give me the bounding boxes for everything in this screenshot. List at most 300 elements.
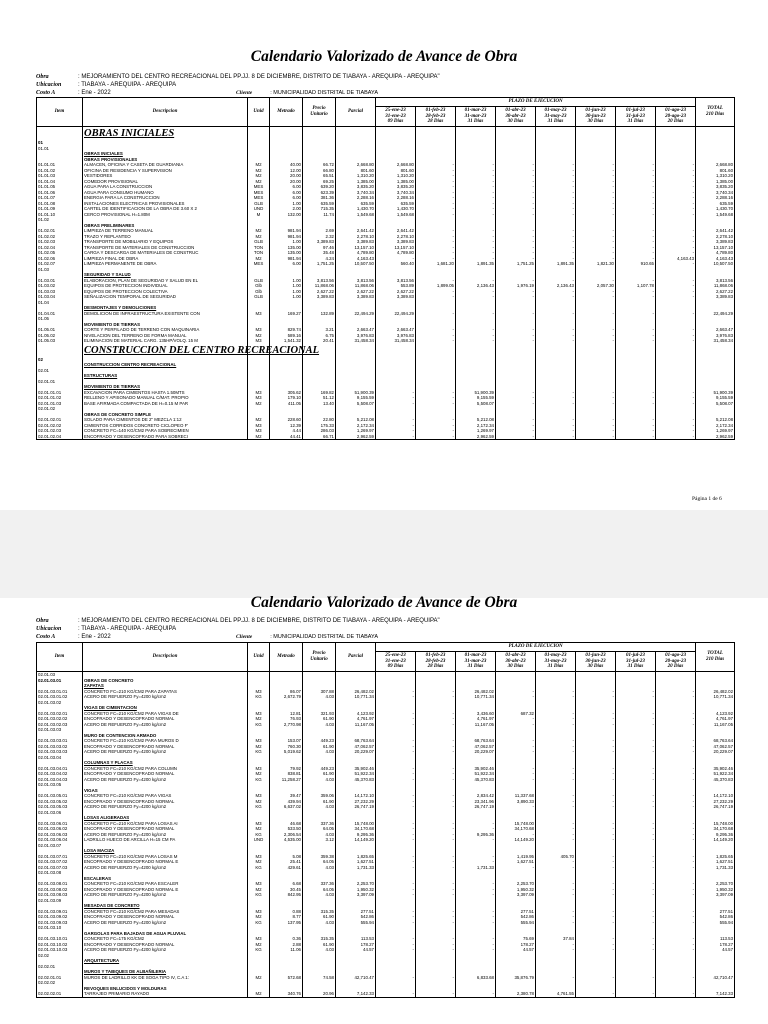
parcial-cell: 801.60 xyxy=(336,168,376,174)
period-cell: - xyxy=(416,294,456,300)
metrado-cell: 760.30 xyxy=(270,744,303,750)
period-cell: - xyxy=(416,327,456,333)
period-cell: - xyxy=(616,799,656,805)
metrado-cell: 411.05 xyxy=(270,401,303,407)
precio-cell: 359.06 xyxy=(303,793,336,799)
unit-cell: M2 xyxy=(248,434,270,440)
period-cell: - xyxy=(536,942,576,948)
period-cell: 1,627.51 xyxy=(496,859,536,865)
period-cell: - xyxy=(616,942,656,948)
precio-cell: 64.05 xyxy=(303,859,336,865)
period-cell: - xyxy=(656,799,696,805)
unit-cell: GLB xyxy=(248,239,270,245)
period-cell: - xyxy=(616,201,656,207)
description-cell: ACERO DE REFUERZO Fy=4200 kg/cm2 xyxy=(83,865,248,871)
period-cell: 910.65 xyxy=(616,261,656,267)
period-cell: 51,900.39 xyxy=(456,390,496,396)
period-cell: - xyxy=(616,936,656,942)
period-cell: - xyxy=(536,766,576,772)
item-cell: 02.01.03.05.01 xyxy=(37,793,83,799)
period-cell: 1,549.68 xyxy=(376,212,416,218)
unit-cell: KG xyxy=(248,749,270,755)
table-row xyxy=(37,344,735,357)
period-cell: - xyxy=(456,245,496,251)
period-cell: - xyxy=(576,947,616,953)
total-cell: 42,710.47 xyxy=(696,975,735,981)
period-cell: - xyxy=(656,195,696,201)
total-cell: 45,370.83 xyxy=(696,777,735,783)
metrado-cell: 305.62 xyxy=(270,390,303,396)
period-cell: - xyxy=(456,338,496,344)
period-cell: - xyxy=(416,190,456,196)
period-cell: - xyxy=(616,722,656,728)
total-cell: 178.27 xyxy=(696,942,735,948)
period-cell: - xyxy=(576,327,616,333)
period-cell: - xyxy=(536,777,576,783)
parcial-cell: 3,397.09 xyxy=(336,892,376,898)
precio-cell: 635.59 xyxy=(303,201,336,207)
period-header xyxy=(536,652,576,672)
period-cell: 3,835.20 xyxy=(376,184,416,190)
total-cell: 801.60 xyxy=(696,168,735,174)
period-cell: 3,397.09 xyxy=(496,892,536,898)
period-cell: - xyxy=(576,881,616,887)
period-header-line: 01-abr-23 xyxy=(505,653,526,659)
description-cell: MUROS DE LADRILLO KK DE SOGA TIPO IV, C.A 1: xyxy=(83,975,248,981)
description-cell: OBRAS DE CONCRETO SIMPLE xyxy=(83,412,248,418)
unit-cell: UND xyxy=(248,206,270,212)
metrado-cell: 79.92 xyxy=(270,766,303,772)
metrado-cell: 86.07 xyxy=(270,689,303,695)
period-cell: - xyxy=(376,766,416,772)
period-cell: - xyxy=(496,201,536,207)
total-header xyxy=(696,643,735,672)
period-cell: - xyxy=(656,909,696,915)
period-cell: - xyxy=(496,395,536,401)
precio-cell: 315.35 xyxy=(303,909,336,915)
period-cell xyxy=(456,344,496,357)
period-cell: 1,899.05 xyxy=(416,283,456,289)
item-cell: 01.02.01 xyxy=(37,228,83,234)
period-cell: - xyxy=(616,749,656,755)
parcial-cell: 2,288.16 xyxy=(336,195,376,201)
period-cell: - xyxy=(536,256,576,262)
description-cell: ENCOFRADO Y DESENCOFRADO NORMAL xyxy=(83,716,248,722)
period-header-line: 28 Dias xyxy=(427,119,444,125)
period-cell: 44.57 xyxy=(496,947,536,953)
period-cell: - xyxy=(576,428,616,434)
item-cell: 02.01.02.04 xyxy=(37,434,83,440)
item-cell: 01.04 xyxy=(37,300,83,306)
metrado-cell: 135.00 xyxy=(270,245,303,251)
total-cell: 2,668.80 xyxy=(696,162,735,168)
period-cell: - xyxy=(616,311,656,317)
period-cell: - xyxy=(456,991,496,997)
metrado-cell: 439.94 xyxy=(270,799,303,805)
unit-cell: TON xyxy=(248,245,270,251)
parcial-cell: 1,269.97 xyxy=(336,428,376,434)
period-cell: 2,627.22 xyxy=(376,289,416,295)
description-cell: AGUA PARA CONSUMO HUMANO xyxy=(83,190,248,196)
period-header xyxy=(616,107,656,127)
parcial-cell: 15,748.00 xyxy=(336,821,376,827)
period-cell: - xyxy=(576,173,616,179)
metrado-cell: 30.45 xyxy=(270,887,303,893)
period-cell: - xyxy=(456,947,496,953)
parcial-cell: 4,761.97 xyxy=(336,716,376,722)
period-cell: 1,751.25 xyxy=(496,261,536,267)
period-cell: - xyxy=(616,991,656,997)
period-cell: - xyxy=(576,190,616,196)
metrado-cell: 1.00 xyxy=(270,239,303,245)
period-cell xyxy=(576,127,616,141)
precio-cell: 132.89 xyxy=(303,311,336,317)
period-cell: - xyxy=(656,228,696,234)
total-cell xyxy=(696,127,735,141)
description-cell: CARTEL DE IDENTIFICACION DE LA OBRA DE 3.60 X 2 xyxy=(83,206,248,212)
period-header xyxy=(616,652,656,672)
total-cell: 2,627.22 xyxy=(696,289,735,295)
parcial-cell xyxy=(336,344,376,357)
parcial-cell: 3,976.83 xyxy=(336,333,376,339)
period-cell: - xyxy=(496,694,536,700)
item-cell: 01.05.02 xyxy=(37,333,83,339)
period-cell: - xyxy=(496,212,536,218)
period-cell: - xyxy=(376,771,416,777)
period-cell: 555.94 xyxy=(496,920,536,926)
period-cell: - xyxy=(656,234,696,240)
unit-cell: M2 xyxy=(248,162,270,168)
total-cell: 3,389.83 xyxy=(696,294,735,300)
period-cell: - xyxy=(416,942,456,948)
total-cell: 14,172.10 xyxy=(696,793,735,799)
item-cell: 02.01.03.08.01 xyxy=(37,881,83,887)
period-cell: - xyxy=(456,881,496,887)
metrado-cell: 1,541.32 xyxy=(270,338,303,344)
period-cell: - xyxy=(576,920,616,926)
total-header-line: TOTAL xyxy=(707,651,723,657)
period-cell: - xyxy=(656,694,696,700)
period-cell: - xyxy=(656,278,696,284)
period-cell: - xyxy=(376,881,416,887)
period-cell: 635.59 xyxy=(376,201,416,207)
period-header xyxy=(656,107,696,127)
plazo-header: PLAZO DE EJECUCION xyxy=(376,98,696,107)
item-cell: 02.02.01 xyxy=(37,964,83,970)
period-cell: - xyxy=(376,722,416,728)
parcial-cell: 14,172.10 xyxy=(336,793,376,799)
period-cell: - xyxy=(416,909,456,915)
period-cell: - xyxy=(576,804,616,810)
item-cell: 02.01 xyxy=(37,368,83,374)
unit-cell: M3 xyxy=(248,689,270,695)
item-cell: 01.01 xyxy=(37,146,83,152)
period-cell: 4,761.55 xyxy=(536,991,576,997)
unit-cell: M2 xyxy=(248,417,270,423)
period-cell: - xyxy=(496,423,536,429)
period-header-line: 31-mar-23 xyxy=(464,658,487,664)
period-header xyxy=(456,107,496,127)
period-cell: - xyxy=(656,239,696,245)
unit-cell: M2 xyxy=(248,771,270,777)
period-header xyxy=(496,107,536,127)
period-cell: - xyxy=(576,250,616,256)
metrado-cell: 981.94 xyxy=(270,234,303,240)
period-cell: 5,508.07 xyxy=(456,401,496,407)
unit-cell: M2 xyxy=(248,887,270,893)
metrado-cell: 1.00 xyxy=(270,289,303,295)
period-cell: - xyxy=(536,311,576,317)
precio-cell: 11,868.06 xyxy=(303,283,336,289)
period-cell: - xyxy=(656,892,696,898)
period-cell: - xyxy=(496,311,536,317)
metrado-cell: 11,258.27 xyxy=(270,777,303,783)
period-cell: - xyxy=(656,716,696,722)
period-cell xyxy=(656,127,696,141)
unit-cell: M2 xyxy=(248,744,270,750)
period-cell: - xyxy=(616,865,656,871)
total-cell: 3,813.56 xyxy=(696,278,735,284)
parcial-header: Parcial xyxy=(336,643,376,672)
schedule-table xyxy=(36,97,735,440)
total-cell: 2,278.10 xyxy=(696,234,735,240)
precio-cell: 61.90 xyxy=(303,744,336,750)
period-cell: - xyxy=(416,228,456,234)
period-cell: - xyxy=(536,338,576,344)
description-cell: ZAPATAS xyxy=(83,683,248,689)
description-cell: ENCOFRADO Y DESENCOFRADO NORMAL xyxy=(83,914,248,920)
metrado-cell: 429.61 xyxy=(270,865,303,871)
period-header-line: 28 Dias xyxy=(427,664,444,670)
unit-cell: M2 xyxy=(248,179,270,185)
period-cell: 1,385.00 xyxy=(376,179,416,185)
total-cell: 4,163.43 xyxy=(696,256,735,262)
period-cell: - xyxy=(656,283,696,289)
total-cell: 51,900.39 xyxy=(696,390,735,396)
metrado-cell: 228.60 xyxy=(270,417,303,423)
period-header-line: 01-mar-23 xyxy=(464,108,487,114)
period-cell: 4,789.80 xyxy=(376,250,416,256)
item-cell: 02.01.03.06 xyxy=(37,810,83,816)
description-cell: ENERGIA PARA LA CONSTRUCCION xyxy=(83,195,248,201)
obra-line: Obra : MEJORAMIENTO DEL CENTRO RECREACIONAL DEL PP.JJ. 8 DE DICIEMBRE, DISTRITO DE TIABAYA - AREQUIPA - AREQUIPA" xyxy=(36,618,440,624)
description-cell: CONCRETO FC=210 KG/CM2 PARA VIGAS xyxy=(83,793,248,799)
period-cell: - xyxy=(576,936,616,942)
period-cell: - xyxy=(656,261,696,267)
period-cell: - xyxy=(616,195,656,201)
parcial-cell: 27,232.29 xyxy=(336,799,376,805)
period-cell: - xyxy=(616,689,656,695)
description-cell: SOLADO PARA CIMIENTOS DE 2" MEZCLA 1:12 xyxy=(83,417,248,423)
period-cell: - xyxy=(536,173,576,179)
period-cell: - xyxy=(576,942,616,948)
period-cell: 35,876.79 xyxy=(496,975,536,981)
period-cell: - xyxy=(536,423,576,429)
period-cell: - xyxy=(496,228,536,234)
unit-cell: M3 xyxy=(248,327,270,333)
precio-cell: 286.03 xyxy=(303,428,336,434)
precio-cell: 4.24 xyxy=(303,256,336,262)
period-cell: - xyxy=(456,311,496,317)
parcial-cell: 2,962.59 xyxy=(336,434,376,440)
description-cell: CORTE Y PERFILADO DE TERRENO CON MAQUINARIA xyxy=(83,327,248,333)
period-cell: - xyxy=(656,804,696,810)
metrado-cell: 0.88 xyxy=(270,909,303,915)
period-cell: - xyxy=(576,975,616,981)
item-cell: 01.01.03 xyxy=(37,173,83,179)
period-cell: - xyxy=(576,206,616,212)
period-cell: - xyxy=(656,201,696,207)
period-cell: - xyxy=(656,190,696,196)
unit-cell: M2 xyxy=(248,716,270,722)
period-cell: - xyxy=(536,428,576,434)
period-cell xyxy=(496,344,536,357)
precio-cell: 175.33 xyxy=(303,423,336,429)
description-cell: ACERO DE REFUERZO Fy=4200 kg/cm2 xyxy=(83,892,248,898)
period-cell: - xyxy=(656,417,696,423)
description-cell: CONCRETO FC=140 KG/CM2 PARA SOBRECIMIEN xyxy=(83,428,248,434)
metrado-cell: 20.00 xyxy=(270,179,303,185)
total-cell: 10,771.34 xyxy=(696,694,735,700)
unit-cell: M2 xyxy=(248,228,270,234)
metrado-cell: 6,637.02 xyxy=(270,804,303,810)
period-cell: 1,419.95 xyxy=(496,854,536,860)
total-cell: 11,868.06 xyxy=(696,283,735,289)
parcial-cell: 542.86 xyxy=(336,914,376,920)
period-cell: - xyxy=(576,738,616,744)
period-header-line: 28-feb-23 xyxy=(425,113,446,119)
precio-cell: 4.03 xyxy=(303,865,336,871)
period-header-line: 31-may-23 xyxy=(544,113,567,119)
parcial-cell: 7,142.33 xyxy=(336,991,376,997)
period-cell: - xyxy=(536,195,576,201)
period-cell: 10,771.34 xyxy=(456,694,496,700)
total-cell: 26,747.19 xyxy=(696,804,735,810)
period-cell: 3,436.60 xyxy=(456,711,496,717)
period-cell: - xyxy=(616,212,656,218)
item-cell: 02.02 xyxy=(37,953,83,959)
period-cell: - xyxy=(576,865,616,871)
period-cell: - xyxy=(456,212,496,218)
descripcion-header: Descripcion xyxy=(83,98,248,127)
total-cell: 2,641.42 xyxy=(696,228,735,234)
description-cell: CONCRETO FC=210 KG/CM2 PARA LOSAS M xyxy=(83,854,248,860)
period-cell: - xyxy=(376,909,416,915)
description-cell: ARQUITECTURA xyxy=(83,958,248,964)
period-header-line: 01-abr-23 xyxy=(505,108,526,114)
unit-cell: KG xyxy=(248,865,270,871)
period-header xyxy=(376,652,416,672)
period-cell: - xyxy=(496,289,536,295)
period-cell: 2,663.47 xyxy=(376,327,416,333)
period-cell: - xyxy=(496,162,536,168)
period-cell: - xyxy=(376,711,416,717)
metrado-cell: 6.00 xyxy=(270,261,303,267)
parcial-cell: 5,212.08 xyxy=(336,417,376,423)
item-cell: 02.01.03.03.01 xyxy=(37,738,83,744)
item-cell: 02.01.03.08.03 xyxy=(37,892,83,898)
period-cell: - xyxy=(576,245,616,251)
precio-cell: 359.38 xyxy=(303,854,336,860)
total-cell: 1,269.97 xyxy=(696,428,735,434)
precio-cell: 61.90 xyxy=(303,771,336,777)
period-cell: 35,902.46 xyxy=(456,766,496,772)
period-cell: - xyxy=(536,975,576,981)
item-cell: 02.01.03.09 xyxy=(37,898,83,904)
header-row xyxy=(37,98,735,107)
period-cell: - xyxy=(576,294,616,300)
period-header-line: 20-ago-23 xyxy=(665,658,686,664)
period-cell: - xyxy=(416,821,456,827)
precio-cell: 64.05 xyxy=(303,826,336,832)
period-cell: - xyxy=(576,716,616,722)
unit-cell: M3 xyxy=(248,821,270,827)
metrado-cell: 838.81 xyxy=(270,771,303,777)
parcial-cell: 34,170.68 xyxy=(336,826,376,832)
period-header-line: 30-jun-23 xyxy=(585,658,606,664)
total-cell: 3,397.09 xyxy=(696,892,735,898)
period-cell: - xyxy=(576,892,616,898)
period-cell: 2,136.43 xyxy=(536,283,576,289)
item-cell: 02.01.03.07.03 xyxy=(37,865,83,871)
period-cell: - xyxy=(656,289,696,295)
precio-cell: 61.90 xyxy=(303,942,336,948)
description-cell: ENCOFRADO Y DESENCOFRADO NORMAL xyxy=(83,826,248,832)
period-cell: - xyxy=(656,327,696,333)
period-cell: - xyxy=(616,250,656,256)
description-cell: OBRAS INICIALES xyxy=(83,127,248,141)
period-cell: - xyxy=(536,716,576,722)
period-cell: - xyxy=(416,250,456,256)
total-cell xyxy=(696,344,735,357)
period-header-line: 20 Dias xyxy=(667,119,684,125)
period-cell: - xyxy=(496,333,536,339)
period-cell: - xyxy=(656,162,696,168)
unit-cell: M2 xyxy=(248,401,270,407)
period-cell: - xyxy=(616,716,656,722)
unit-cell: M3 xyxy=(248,936,270,942)
period-cell: - xyxy=(576,395,616,401)
period-cell: - xyxy=(536,865,576,871)
period-cell: - xyxy=(456,190,496,196)
description-cell: AGUA PARA LA CONSTRUCCION xyxy=(83,184,248,190)
total-cell: 1,385.00 xyxy=(696,179,735,185)
precio-cell: 2,627.22 xyxy=(303,289,336,295)
period-cell: - xyxy=(616,401,656,407)
period-cell: 2,136.43 xyxy=(456,283,496,289)
period-header-line: 31-jul-23 xyxy=(626,113,645,119)
description-cell: MUROS Y TABIQUES DE ALBAÑILERIA xyxy=(83,969,248,975)
period-cell: - xyxy=(456,936,496,942)
description-cell: DESMONTAJES Y DEMOLICIONES xyxy=(83,305,248,311)
item-cell: 01.01.07 xyxy=(37,195,83,201)
period-cell: - xyxy=(376,859,416,865)
period-cell: - xyxy=(656,887,696,893)
period-cell: - xyxy=(616,390,656,396)
item-cell: 01.01.06 xyxy=(37,190,83,196)
period-cell: - xyxy=(496,771,536,777)
period-cell: - xyxy=(496,179,536,185)
period-cell: - xyxy=(536,799,576,805)
metrado-cell: 842.95 xyxy=(270,892,303,898)
precio-cell: 4.03 xyxy=(303,892,336,898)
description-cell: CONCRETO FC=210 KG/CM2 PARA VIGAS DE xyxy=(83,711,248,717)
period-cell: 4,163.43 xyxy=(656,256,696,262)
description-cell: DEMOLICION DE INFRAESTRUCTURA EXISTENTE CON xyxy=(83,311,248,317)
unit-cell: M3 xyxy=(248,909,270,915)
ubicacion-line: Ubicacion : TIABAYA - AREQUIPA - AREQUIPA xyxy=(36,626,177,632)
metrado-cell: 2,306.54 xyxy=(270,832,303,838)
